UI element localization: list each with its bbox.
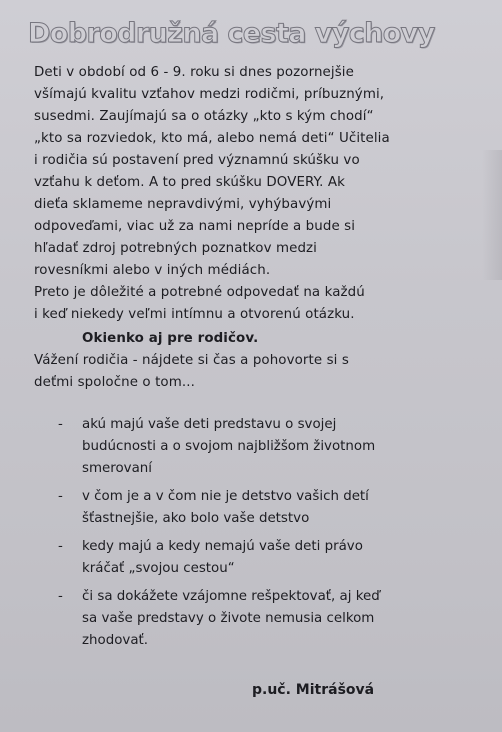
list-item-line: šťastnejšie, ako bolo vaše detstvo [82,511,310,526]
paragraph-line: „kto sa rozviedok, kto má, alebo nemá deti“ Učitelia [34,131,390,146]
list-item-line: kráčať „svojou cestou“ [82,561,235,576]
paragraph-line: Deti v období od 6 - 9. roku si dnes pozornejšie [34,65,354,80]
article-body [34,62,474,394]
paragraph-line: Preto je dôležité a potrebné odpovedať na každú [34,285,365,300]
paragraph-line: susedmi. Zaujímajú sa o otázky „kto s kým chodí“ [34,109,374,124]
paragraph-line: i rodičia sú postavení pred významnú skúšku vo [34,153,360,168]
list-item [58,414,478,480]
list-item [58,586,478,652]
subheading: Okienko aj pre rodičov. [82,331,259,346]
paragraph-line: všímajú kvalitu vzťahov medzi rodičmi, príbuznými, [34,87,385,102]
list-item-line: budúcnosti a o svojom najbližšom životnom [82,439,376,454]
list-item-line: či sa dokážete vzájomne rešpektovať, aj keď [82,589,380,604]
intro-line: Vážení rodičia - nájdete si čas a pohovorte si s [34,353,349,368]
question-list [58,414,478,652]
list-item-line: sa vaše predstavy o živote nemusia celkom [82,611,375,626]
paragraph-line: rovesníkmi alebo v iných médiách. [34,263,271,278]
list-item-line: akú majú vaše deti predstavu o svojej [82,417,337,432]
list-item-line: zhodovať. [82,633,149,648]
paragraph-line: dieťa sklameme nepravdivými, vyhýbavými [34,197,332,212]
dash-marker: - [58,589,63,604]
dash-marker: - [58,539,63,554]
paragraph-line: i keď niekedy veľmi intímnu a otvorenú otázku. [34,307,355,322]
list-item-line: kedy majú a kedy nemajú vaše deti právo [82,539,363,554]
paragraph-line: hľadať zdroj potrebných poznatkov medzi [34,241,317,256]
intro-line: deťmi spoločne o tom... [34,375,195,390]
list-item-line: v čom je a v čom nie je detstvo vašich detí [82,489,369,504]
list-item [58,536,478,580]
dash-marker: - [58,417,63,432]
author-signature: p.uč. Mitrášová [252,682,375,698]
list-item-line: smerovaní [82,461,152,476]
paragraph-line: vzťahu k deťom. A to pred skúšku DOVERY. Ak [34,175,345,190]
article-title: Dobrodružná cesta výchovy [28,18,435,49]
list-item [58,486,478,530]
dash-marker: - [58,489,63,504]
page-edge-shadow [482,150,502,280]
paragraph-line: odpoveďami, viac už za nami nepríde a bude si [34,219,356,234]
